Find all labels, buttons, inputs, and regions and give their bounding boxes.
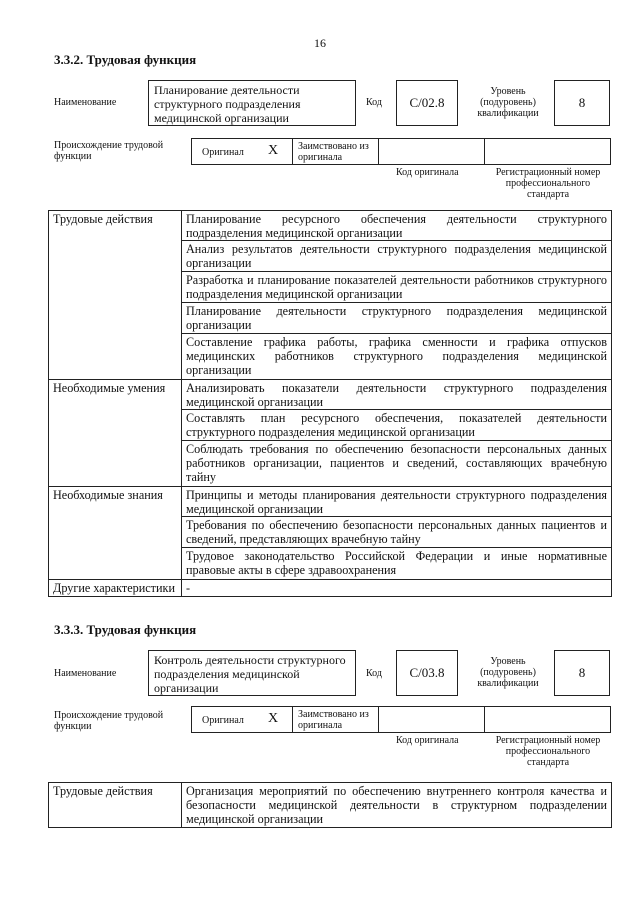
origin-label: Происхождение трудовой функции [54, 140, 164, 162]
section-table [48, 782, 612, 828]
code-label: Код [366, 668, 382, 679]
row-label: Необходимые знания [49, 487, 182, 580]
original-label: Оригинал [202, 715, 244, 726]
row-label: Трудовые действия [49, 211, 182, 380]
reg-number-label: Регистрационный номер профессионального стандарта [495, 735, 601, 768]
row-content [182, 211, 612, 380]
divider [378, 138, 379, 165]
list-item: Составление графика работы, графика сменности и графика отпусков медицинских работников структурного подразделения медицинской организации [182, 333, 611, 378]
level-value: 8 [554, 80, 610, 126]
function-name: Контроль деятельности структурного подразделения медицинской организации [148, 650, 356, 696]
code-original-label: Код оригинала [396, 167, 459, 178]
divider [484, 706, 485, 733]
list-item: - [186, 581, 191, 595]
reg-number-label: Регистрационный номер профессионального стандарта [495, 167, 601, 200]
list-item: Организация мероприятий по обеспечению внутреннего контроля качества и безопасности медицинской деятельности в структурном подразделении медицинской организации [186, 784, 607, 826]
original-mark: X [268, 711, 279, 726]
table-row [49, 380, 612, 487]
row-content [182, 783, 612, 828]
name-label: Наименование [54, 668, 117, 679]
list-item: Разработка и планирование показателей деятельности работников структурного подразделения медицинской организации [182, 271, 611, 302]
row-label: Трудовые действия [49, 783, 182, 828]
section-title: 3.3.2. Трудовая функция [54, 52, 197, 67]
divider [484, 138, 485, 165]
original-mark: X [268, 143, 279, 158]
list-item: Трудовое законодательство Российской Федерации и иные нормативные правовые акты в сфере здравоохранения [182, 547, 611, 578]
row-content [182, 380, 612, 487]
list-item: Принципы и методы планирования деятельности структурного подразделения медицинской организации [186, 488, 607, 516]
table-row [49, 580, 612, 597]
list-item: Анализировать показатели деятельности структурного подразделения медицинской организации [186, 381, 607, 409]
origin-row [191, 706, 611, 733]
list-item: Планирование деятельности структурного подразделения медицинской организации [182, 302, 611, 333]
divider [292, 706, 293, 733]
table-row [49, 783, 612, 828]
table-row [49, 211, 612, 380]
borrowed-label: Заимствовано из оригинала [298, 141, 369, 163]
section-title: 3.3.3. Трудовая функция [54, 622, 197, 637]
list-item: Анализ результатов деятельности структурного подразделения медицинской организации [182, 240, 611, 271]
list-item: Соблюдать требования по обеспечению безопасности персональных данных работников организации, пациентов и сведений, составляющих врачебную тайну [182, 440, 611, 485]
list-item: Планирование ресурсного обеспечения деятельности структурного подразделения медицинской организации [186, 212, 607, 240]
divider [292, 138, 293, 165]
list-item: Требования по обеспечению безопасности персональных данных пациентов и сведений, представляющих врачебную тайну [182, 516, 611, 547]
row-label: Другие характеристики [49, 580, 182, 597]
original-label: Оригинал [202, 147, 244, 158]
borrowed-label: Заимствовано из оригинала [298, 709, 369, 731]
level-label: Уровень (подуровень) квалификации [477, 86, 539, 119]
origin-label: Происхождение трудовой функции [54, 710, 164, 732]
function-name: Планирование деятельности структурного подразделения медицинской организации [148, 80, 356, 126]
origin-row [191, 138, 611, 165]
row-content [182, 487, 612, 580]
code-label: Код [366, 97, 382, 108]
level-value: 8 [554, 650, 610, 696]
code-original-label: Код оригинала [396, 735, 459, 746]
list-item: Составлять план ресурсного обеспечения, показателей деятельности структурного подразделения медицинской организации [182, 409, 611, 440]
row-label: Необходимые умения [49, 380, 182, 487]
function-code: C/03.8 [396, 650, 458, 696]
level-label: Уровень (подуровень) квалификации [477, 656, 539, 689]
name-label: Наименование [54, 97, 117, 108]
function-code: C/02.8 [396, 80, 458, 126]
table-row [49, 487, 612, 580]
section-table [48, 210, 612, 597]
page-number: 16 [314, 36, 326, 50]
divider [378, 706, 379, 733]
row-content [182, 580, 612, 597]
